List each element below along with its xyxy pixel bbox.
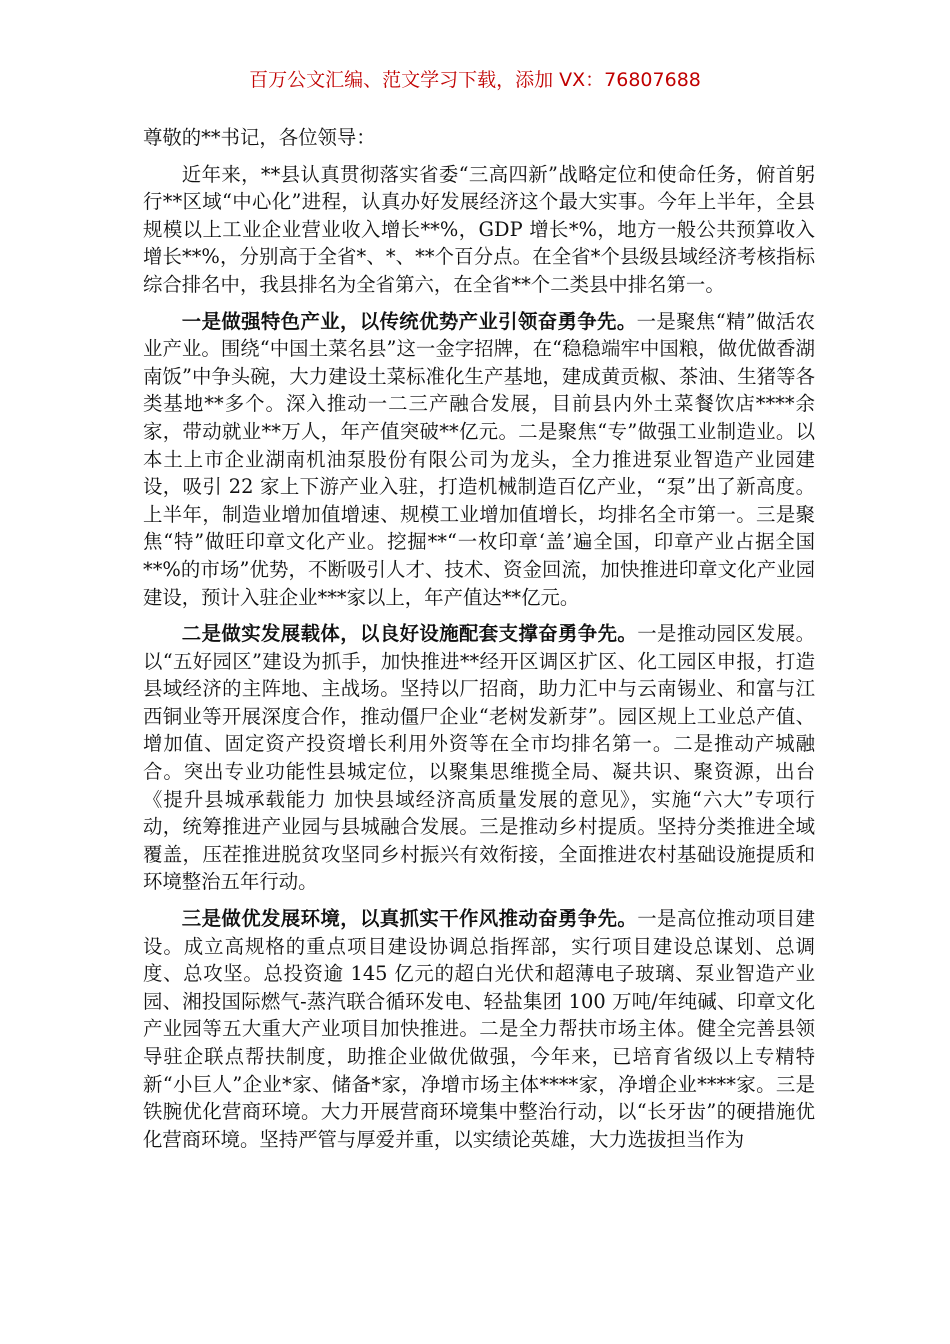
paragraph-environment xyxy=(143,905,815,1153)
paragraph-carrier xyxy=(143,620,815,896)
paragraph-lead: 一是做强特色产业，以传统优势产业引领奋勇争先。 xyxy=(181,309,637,333)
document-body xyxy=(143,124,815,1162)
paragraph-lead: 二是做实发展载体，以良好设施配套支撑奋勇争先。 xyxy=(181,622,638,646)
header-banner: 百万公文汇编、范文学习下载，添加 VX：76807688 xyxy=(249,69,701,91)
paragraph-text: 近年来，**县认真贯彻落实省委“三高四新”战略定位和使命任务，俯首躬行**区域“中心化”进程，认真办好发展经济这个最大实事。今年上半年，全县规模以上工业企业营业收入增长**%，GDP 增长*%，地方一般公共预算收入增长**%，分别高于全省*、*、**个百分点。在全省*个县级县域经济考核指标综合排名中，我县排名为全省第六，在全省**个二类县中排名第一。 xyxy=(143,162,815,296)
paragraph-industry xyxy=(143,308,815,612)
paragraph-text: 一是高位推动项目建设。成立高规格的重点项目建设协调总指挥部，实行项目建设总谋划、总调度、总攻坚。总投资逾 145 亿元的超白光伏和超薄电子玻璃、泵业智造产业园、湘投国际燃气-蒸汽联合循环发电、轻盐集团 100 万吨/年纯碱、印章文化产业园等五大重大产业项目加快推进。二是全力帮扶市场主体。健全完善县领导驻企联点帮扶制度，助推企业做优做强，今年来，已培育省级以上专精特新“小巨人”企业*家、储备*家，净增市场主体****家，净增企业****家。三是铁腕优化营商环境。大力开展营商环境集中整治行动，以“长牙齿”的硬措施优化营商环境。坚持严管与厚爱并重，以实绩论英雄，大力选拔担当作为 xyxy=(143,907,816,1151)
paragraph-text: 一是聚焦“精”做活农业产业。围绕“中国土菜名县”这一金字招牌，在“稳稳端牢中国粮，做优做香湖南饭”中争头碗，大力建设土菜标准化生产基地，建成黄贡椒、茶油、生猪等各类基地**多个。深入推动一二三产融合发展，目前县内外土菜餐饮店****余家，带动就业**万人，年产值突破**亿元。二是聚焦“专”做强工业制造业。以本土上市企业湖南机油泵股份有限公司为龙头，全力推进泵业智造产业园建设，吸引 22 家上下游产业入驻，打造机械制造百亿产业，“泵”出了新高度。上半年，制造业增加值增速、规模工业增加值增长，均排名全市第一。三是聚焦“特”做旺印章文化产业。挖掘**“一枚印章‘盖’遍全国，印章产业占据全国**%的市场”优势，不断吸引人才、技术、资金回流，加快推进印章文化产业园建设，预计入驻企业***家以上，年产值达**亿元。 xyxy=(143,309,816,609)
paragraph-intro xyxy=(143,161,815,299)
paragraph-text: 一是推动园区发展。以“五好园区”建设为抓手，加快推进**经开区调区扩区、化工园区申报，打造县域经济的主阵地、主战场。坚持以厂招商，助力汇中与云南锡业、和富与江西铜业等开展深度合作，推动僵尸企业“老树发新芽”。园区规上工业总产值、增加值、固定资产投资增长利用外资等在全市均排名第一。二是推动产城融合。突出专业功能性县城定位，以聚集思维揽全局、凝共识、聚资源，出台《提升县城承载能力 加快县域经济高质量发展的意见》，实施“六大”专项行动，统筹推进产业园与县城融合发展。三是推动乡村提质。坚持分类推进全域覆盖，压茬推进脱贫攻坚同乡村振兴有效衔接，全面推进农村基础设施提质和环境整治五年行动。 xyxy=(143,622,816,894)
paragraph-lead: 三是做优发展环境，以真抓实干作风推动奋勇争先。 xyxy=(181,907,638,931)
salutation: 尊敬的**书记，各位领导： xyxy=(143,126,376,149)
